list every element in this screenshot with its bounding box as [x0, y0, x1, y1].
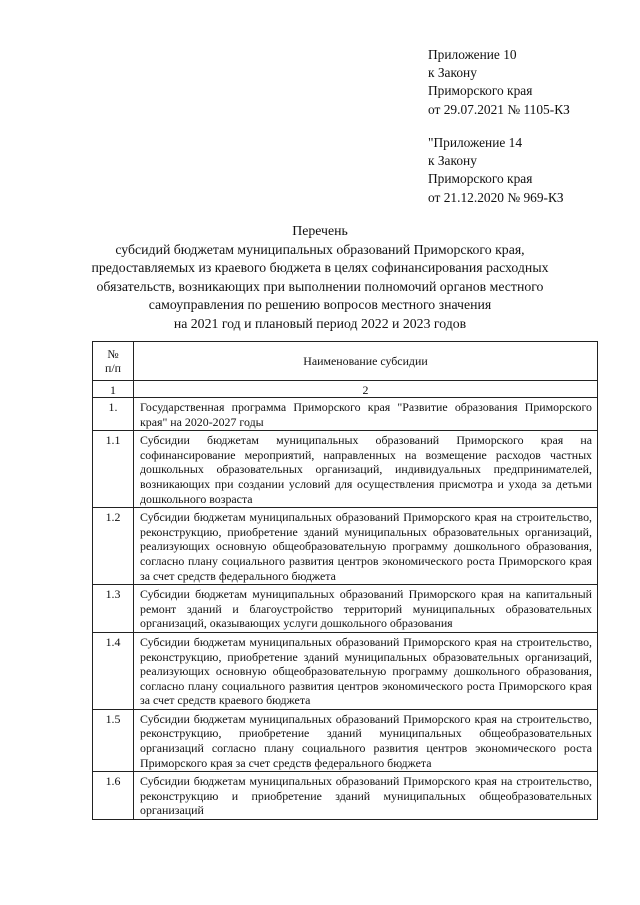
annex-line: Приморского края	[428, 171, 533, 187]
annex-line: к Закону	[428, 153, 477, 169]
title-line: самоуправления по решению вопросов местного значения	[148, 297, 492, 313]
annex-previous-reference	[428, 134, 564, 207]
annex-line: от 29.07.2021 № 1105-КЗ	[428, 101, 570, 117]
table-row	[93, 772, 598, 820]
table-row	[93, 398, 598, 431]
row-number: 1.6	[93, 772, 134, 820]
annex-current-reference	[428, 46, 570, 119]
annex-line: Приложение 10	[428, 47, 517, 62]
title-line: предоставляемых из краевого бюджета в целях софинансирования расходных	[91, 260, 549, 276]
row-text: Субсидии бюджетам муниципальных образований Приморского края на софинансирование мероприятий, направленных на возмещение расходов частных дошкольных образовательных организаций, индивидуальных предпринимателей, возникающих при создании условий для осуществления присмотра и ухода за детьми дошкольного возраста	[134, 431, 598, 508]
column-index-row	[93, 381, 598, 398]
header-number-symbol: №	[107, 347, 119, 361]
header-number	[93, 342, 134, 381]
header-number-abbrev: п/п	[104, 361, 122, 375]
subsidies-table	[92, 341, 598, 820]
column-index: 1	[93, 381, 134, 398]
title-line: Перечень	[292, 223, 348, 238]
header-name: Наименование субсидии	[134, 342, 598, 381]
title-line: обязательств, возникающих при выполнении полномочий органов местного	[96, 278, 544, 294]
document-title	[80, 222, 560, 334]
table-row	[93, 585, 598, 633]
table-row	[93, 431, 598, 508]
row-text: Субсидии бюджетам муниципальных образований Приморского края на капитальный ремонт зданий и благоустройство территорий муниципальных образовательных организаций, оказывающих услуги дошкольного образования	[134, 585, 598, 633]
row-text: Субсидии бюджетам муниципальных образований Приморского края на строительство, реконструкцию, приобретение зданий муниципальных образовательных организаций, реализующих основную общеобразовательную программу дошкольного образования, согласно плану социального развития центров экономического роста Приморского края за счет средств федерального бюджета	[134, 508, 598, 585]
table-row	[93, 632, 598, 709]
title-line: на 2021 год и плановый период 2022 и 2023 годов	[173, 315, 467, 331]
row-number: 1.	[93, 398, 134, 431]
row-text: Субсидии бюджетам муниципальных образований Приморского края на строительство, реконструкцию, приобретение зданий муниципальных образовательных организаций, реализующих основную общеобразовательную программу дошкольного образования, согласно плану социального развития центров экономического роста Приморского края за счет средств краевого бюджета	[134, 632, 598, 709]
table-row	[93, 508, 598, 585]
annex-line: "Приложение 14	[428, 135, 523, 150]
row-number: 1.2	[93, 508, 134, 585]
title-line: субсидий бюджетам муниципальных образований Приморского края,	[115, 241, 525, 257]
row-number: 1.4	[93, 632, 134, 709]
row-text: Государственная программа Приморского края "Развитие образования Приморского края" на 2020-2027 годы	[134, 398, 598, 431]
annex-line: к Закону	[428, 65, 477, 81]
row-number: 1.3	[93, 585, 134, 633]
row-number: 1.5	[93, 709, 134, 771]
row-text: Субсидии бюджетам муниципальных образований Приморского края на строительство, реконструкцию, приобретение зданий муниципальных общеобразовательных организаций согласно плану социального развития центров экономического роста Приморского края за счет средств федерального бюджета	[134, 709, 598, 771]
row-number: 1.1	[93, 431, 134, 508]
column-index: 2	[134, 381, 598, 398]
annex-line: от 21.12.2020 № 969-КЗ	[428, 189, 564, 205]
table-row	[93, 709, 598, 771]
annex-line: Приморского края	[428, 83, 533, 99]
row-text: Субсидии бюджетам муниципальных образований Приморского края на строительство, реконструкцию и приобретение зданий муниципальных общеобразовательных организаций	[134, 772, 598, 820]
table-header-row	[93, 342, 598, 381]
